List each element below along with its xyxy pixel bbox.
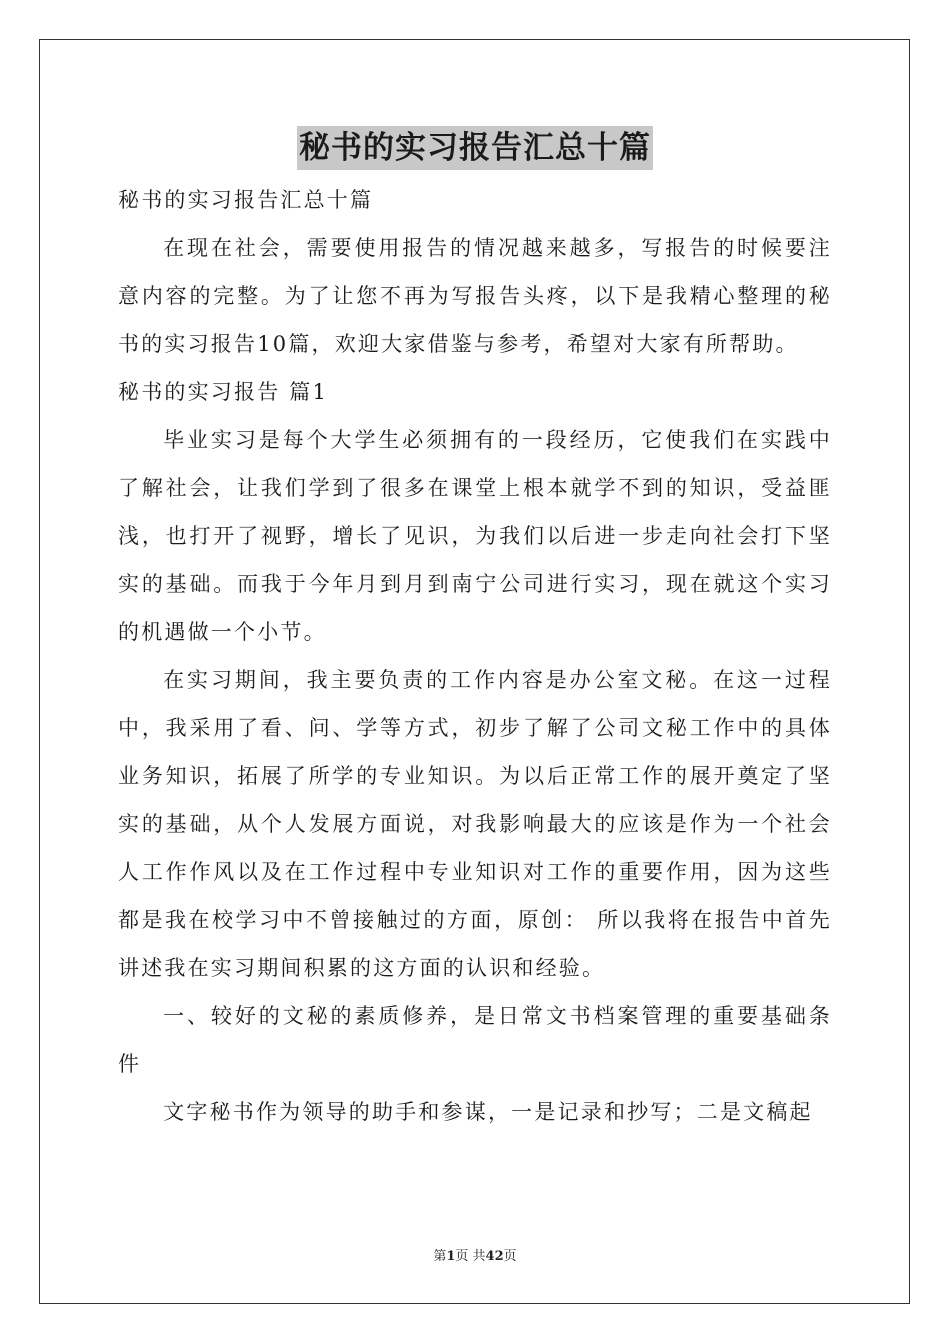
page-footer [0,1245,950,1264]
paragraph: 在现在社会，需要使用报告的情况越来越多，写报告的时候要注意内容的完整。为了让您不再为写报告头疼，以下是我精心整理的秘书的实习报告10篇，欢迎大家借鉴与参考，希望对大家有所帮助。 [118,236,832,356]
footer-total-pages: 42 [485,1249,504,1264]
paragraph: 毕业实习是每个大学生必须拥有的一段经历，它使我们在实践中了解社会，让我们学到了很多在课堂上根本就学不到的知识，受益匪浅，也打开了视野，增长了见识，为我们以后进一步走向社会打下坚实的基础。而我于今年月到月到南宁公司进行实习，现在就这个实习的机遇做一个小节。 [118,428,832,644]
paragraph: 秘书的实习报告 篇1 [118,380,329,404]
paragraph: 文字秘书作为领导的助手和参谋，一是记录和抄写；二是文稿起 [163,1100,813,1124]
footer-prefix: 第 [433,1249,447,1264]
document-title: 秘书的实习报告汇总十篇 [297,126,653,170]
title-container [0,126,950,170]
document-body [118,176,832,1136]
footer-mid: 页 共 [455,1249,486,1264]
paragraph: 在实习期间，我主要负责的工作内容是办公室文秘。在这一过程中，我采用了看、问、学等方式，初步了解了公司文秘工作中的具体业务知识，拓展了所学的专业知识。为以后正常工作的展开奠定了坚实的基础，从个人发展方面说，对我影响最大的应该是作为一个社会人工作作风以及在工作过程中专业知识对工作的重要作用，因为这些都是我在校学习中不曾接触过的方面，原创： 所以我将在报告中首先讲述我在实习期间积累的这方面的认识和经验。 [118,668,832,980]
paragraph: 一、较好的文秘的素质修养，是日常文书档案管理的重要基础条件 [118,1004,832,1076]
footer-suffix: 页 [503,1249,517,1264]
paragraph: 秘书的实习报告汇总十篇 [118,188,374,212]
footer-current-page: 1 [446,1249,456,1264]
